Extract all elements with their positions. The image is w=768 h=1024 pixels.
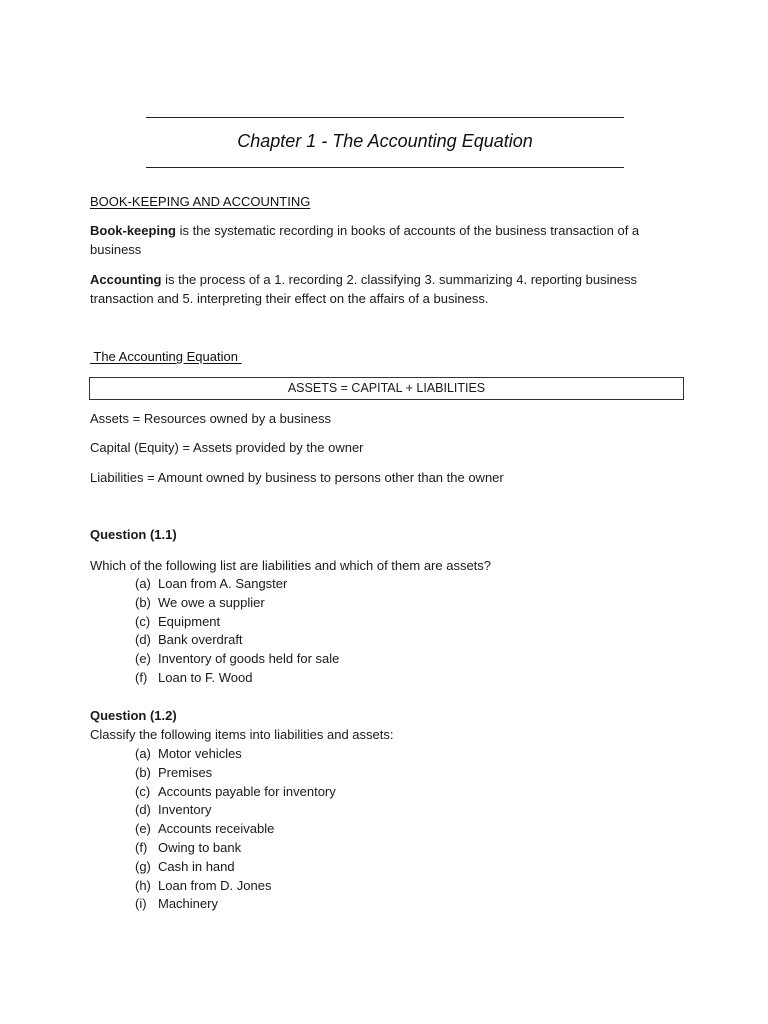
question-2-heading: Question (1.2) — [90, 708, 177, 723]
list-item — [135, 820, 336, 839]
item-text: Inventory of goods held for sale — [158, 651, 340, 667]
chapter-title: Chapter 1 - The Accounting Equation — [237, 131, 533, 151]
item-text: Accounts payable for inventory — [158, 783, 336, 799]
item-label: (e) — [135, 651, 151, 667]
accounting-definition — [90, 271, 680, 308]
list-item — [135, 594, 339, 613]
item-text: Owing to bank — [158, 839, 242, 855]
question-1-list — [135, 575, 339, 688]
item-label: (e) — [135, 821, 151, 837]
item-label: (b) — [135, 764, 151, 780]
accounting-text: is the process of a 1. recording 2. classifying 3. summarizing 4. reporting business transaction and 5. interpreting their effect on the affairs of a business. — [90, 272, 637, 306]
item-text: Premises — [158, 764, 213, 780]
item-text: Loan from D. Jones — [158, 877, 272, 893]
bookkeeping-text: is the systematic recording in books of accounts of the business transaction of a business — [90, 223, 640, 257]
item-text: Machinery — [158, 896, 218, 912]
list-item — [135, 575, 339, 594]
list-item — [135, 839, 336, 858]
item-label: (b) — [135, 594, 151, 610]
item-text: Accounts receivable — [158, 821, 275, 837]
list-item — [135, 650, 339, 669]
accounting-term: Accounting — [90, 272, 162, 287]
item-text: Loan to F. Wood — [158, 669, 253, 685]
item-label: (c) — [135, 783, 151, 799]
item-text: Loan from A. Sangster — [158, 576, 288, 591]
question-1-heading: Question (1.1) — [90, 527, 177, 542]
item-label: (d) — [135, 802, 151, 818]
item-text: Bank overdraft — [158, 632, 243, 648]
item-label: (i) — [135, 896, 147, 912]
list-item — [135, 764, 336, 783]
list-item — [135, 745, 336, 764]
bookkeeping-definition — [90, 222, 680, 259]
item-text: We owe a supplier — [158, 594, 265, 610]
item-label: (d) — [135, 632, 151, 648]
list-item — [135, 631, 339, 650]
question-2-list — [135, 745, 336, 914]
list-item — [135, 877, 336, 896]
list-item — [135, 669, 339, 688]
item-label: (f) — [135, 669, 148, 685]
capital-definition: Capital (Equity) = Assets provided by the owner — [90, 440, 364, 455]
equation-box: ASSETS = CAPITAL + LIABILITIES — [89, 377, 684, 400]
item-text: Motor vehicles — [158, 746, 242, 761]
liabilities-definition: Liabilities = Amount owned by business to persons other than the owner — [90, 470, 504, 485]
item-text: Equipment — [158, 613, 221, 629]
title-rule-top — [146, 117, 624, 118]
title-rule-bottom — [146, 167, 624, 168]
item-label: (a) — [135, 746, 151, 761]
item-label: (g) — [135, 858, 151, 874]
question-2-prompt: Classify the following items into liabilities and assets: — [90, 727, 394, 742]
item-text: Cash in hand — [158, 858, 235, 874]
assets-definition: Assets = Resources owned by a business — [90, 411, 331, 426]
item-text: Inventory — [158, 802, 212, 818]
item-label: (f) — [135, 839, 148, 855]
list-item — [135, 858, 336, 877]
question-1-prompt: Which of the following list are liabilities and which of them are assets? — [90, 558, 492, 573]
list-item — [135, 801, 336, 820]
bookkeeping-term: Book-keeping — [90, 223, 176, 238]
list-item — [135, 895, 336, 914]
list-item — [135, 613, 339, 632]
item-label: (c) — [135, 613, 151, 629]
section-heading-bookkeeping: BOOK-KEEPING AND ACCOUNTING — [90, 194, 311, 209]
list-item — [135, 783, 336, 802]
item-label: (a) — [135, 576, 151, 591]
section-heading-equation: The Accounting Equation — [90, 349, 242, 364]
item-label: (h) — [135, 877, 151, 893]
